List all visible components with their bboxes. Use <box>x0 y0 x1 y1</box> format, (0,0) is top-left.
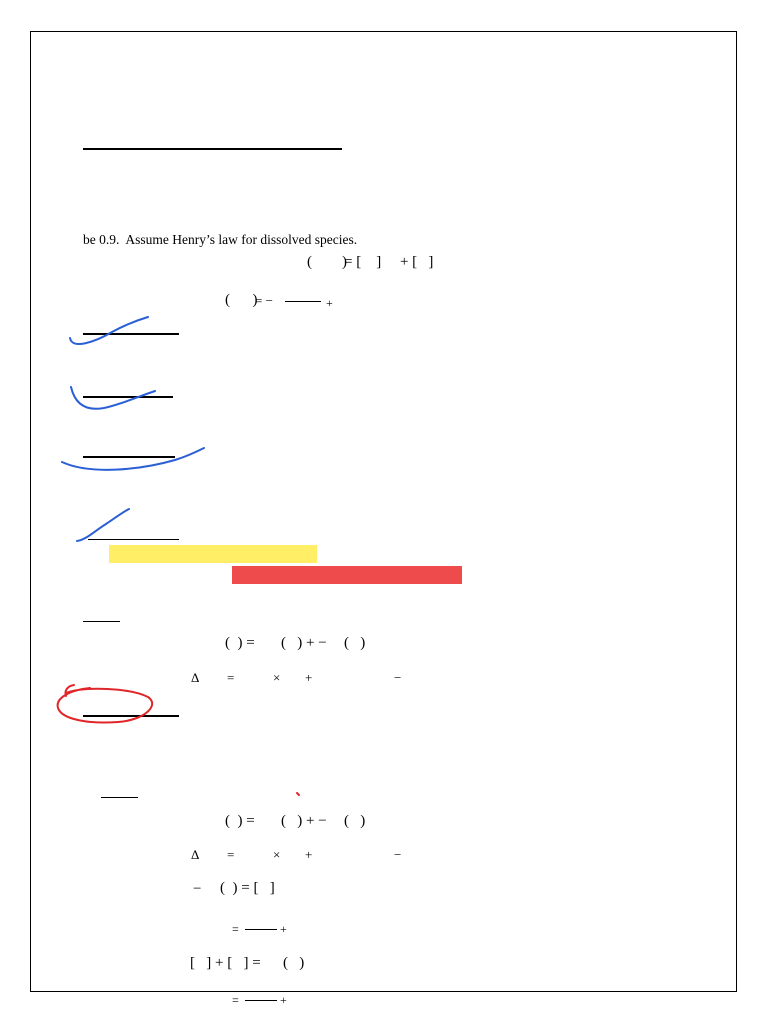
eq4-delta: Δ <box>191 670 200 685</box>
eq3-b: ( ) + − <box>281 635 327 651</box>
eq10-plus: + <box>280 993 287 1007</box>
blue-pen-stroke-1 <box>70 317 148 344</box>
eq4-plus: + <box>305 670 313 685</box>
eq7-paren: ( ) = [ ] <box>220 880 275 896</box>
eq6-delta: Δ <box>191 847 200 862</box>
eq6-plus: + <box>305 847 313 862</box>
red-pen-dot <box>297 793 299 795</box>
blue-pen-stroke-2 <box>71 387 155 409</box>
eq4-times: × <box>273 670 281 685</box>
eq7-minus: − <box>193 881 202 897</box>
eq6-times: × <box>273 847 281 862</box>
eq2-tail: + <box>326 296 333 310</box>
eq1-rhs: = [ ] + [ ] <box>344 254 434 270</box>
eq9-left: [ ] + [ ] = <box>190 955 261 971</box>
eq5-c: ( ) <box>344 813 366 829</box>
eq4-minus: − <box>394 670 402 685</box>
eq10-eq: = <box>232 993 239 1007</box>
eq5-a: ( ) = <box>225 813 255 829</box>
eq3-a: ( ) = <box>225 635 255 651</box>
eq6-minus: − <box>394 847 402 862</box>
eq4-eq: = <box>227 670 235 685</box>
eq6-eq: = <box>227 847 235 862</box>
eq2-paren: ( ) <box>225 292 258 308</box>
red-pen-circle <box>58 688 153 722</box>
blue-pen-stroke-4 <box>77 509 129 541</box>
eq8-eq: = <box>232 922 239 936</box>
eq2-rhs: = − <box>255 293 273 308</box>
eq1-paren: ( ) <box>307 254 347 270</box>
eq8-plus: + <box>280 922 287 936</box>
eq3-c: ( ) <box>344 635 366 651</box>
eq5-b: ( ) + − <box>281 813 327 829</box>
eq9-paren: ( ) <box>283 955 305 971</box>
blue-pen-stroke-3 <box>62 448 204 470</box>
intro-line: be 0.9. Assume Henry’s law for dissolved species. <box>83 232 358 247</box>
